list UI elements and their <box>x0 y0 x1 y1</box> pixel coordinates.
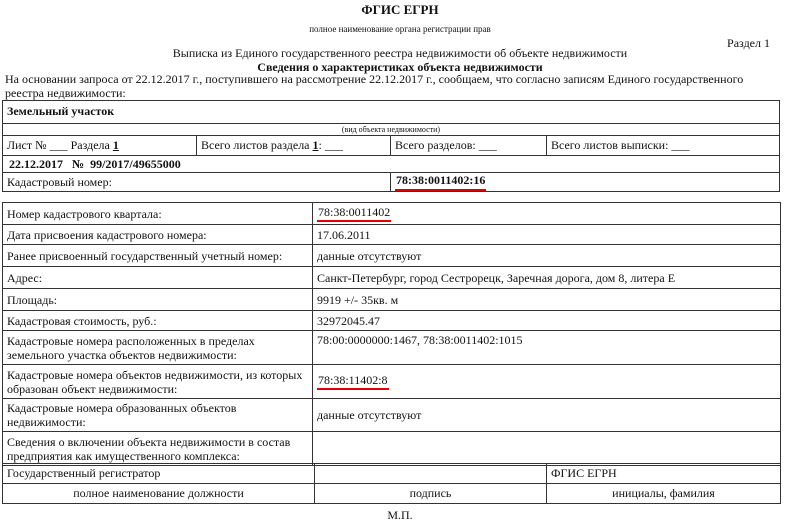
table-row <box>3 203 781 225</box>
signature-cell <box>315 464 547 484</box>
row-label: Номер кадастрового квартала: <box>3 203 313 225</box>
row-value: 32972045.47 <box>313 311 781 331</box>
position-caption: полное наименование должности <box>3 484 315 504</box>
row-value: 78:38:11402:8 <box>313 365 781 399</box>
table-row <box>3 289 781 311</box>
row-label: Кадастровая стоимость, руб.: <box>3 311 313 331</box>
basis-paragraph: На основании запроса от 22.12.2017 г., поступившего на рассмотрение 22.12.2017 г., сообщаем, что согласно записям Единого государственного реестра недвижимости: <box>5 72 744 100</box>
registrar-value: ФГИС ЕГРН <box>547 464 781 484</box>
table-row <box>3 331 781 365</box>
section-label: Раздел 1 <box>727 36 770 50</box>
row-label: Адрес: <box>3 267 313 289</box>
total-section-sheets: Всего листов раздела 1: ___ <box>201 138 343 152</box>
row-label: Кадастровые номера образованных объектов недвижимости: <box>3 399 313 432</box>
row-value <box>313 432 781 466</box>
row-value: 17.06.2011 <box>313 225 781 245</box>
row-value: данные отсутствуют <box>313 399 781 432</box>
row-label: Ранее присвоенный государственный учетный номер: <box>3 245 313 267</box>
table-row <box>3 432 781 466</box>
object-type-caption: (вид объекта недвижимости) <box>341 125 441 134</box>
extract-subheading: Сведения о характеристиках объекта недвижимости <box>257 60 543 74</box>
row-value: данные отсутствуют <box>313 245 781 267</box>
cadastral-number-value: 78:38:0011402:16 <box>395 173 486 191</box>
document-title: ФГИС ЕГРН <box>361 2 439 17</box>
signature-caption: подпись <box>315 484 547 504</box>
characteristics-table <box>2 202 781 466</box>
table-row <box>3 311 781 331</box>
sheet-number: Лист № ___ Раздела 1 <box>7 138 119 152</box>
table-row <box>3 484 781 504</box>
table-row <box>3 464 781 484</box>
table-row <box>3 365 781 399</box>
total-sections: Всего разделов: ___ <box>395 138 497 152</box>
row-value: Санкт-Петербург, город Сестрорецк, Заречная дорога, дом 8, литера Е <box>313 267 781 289</box>
row-label: Площадь: <box>3 289 313 311</box>
object-type: Земельный участок <box>7 104 115 118</box>
row-label: Сведения о включении объекта недвижимости в состав предприятия как имущественного комплекса: <box>3 432 313 466</box>
object-header-table <box>2 100 780 192</box>
row-value: 9919 +/- 35кв. м <box>313 289 781 311</box>
row-label: Кадастровые номера расположенных в пределах земельного участка объектов недвижимости: <box>3 331 313 365</box>
registrar-label: Государственный регистратор <box>3 464 315 484</box>
org-caption: полное наименование органа регистрации прав <box>309 24 491 34</box>
cadastral-number-label: Кадастровый номер: <box>7 175 112 189</box>
row-label: Дата присвоения кадастрового номера: <box>3 225 313 245</box>
extract-date-number: 22.12.2017 № 99/2017/49655000 <box>9 157 181 171</box>
signature-table <box>2 463 781 504</box>
extract-heading: Выписка из Единого государственного реестра недвижимости об объекте недвижимости <box>172 46 628 60</box>
row-label: Кадастровые номера объектов недвижимости, из которых образован объект недвижимости: <box>3 365 313 399</box>
name-caption: инициалы, фамилия <box>547 484 781 504</box>
table-row <box>3 245 781 267</box>
table-row <box>3 267 781 289</box>
table-row <box>3 399 781 432</box>
stamp-place: М.П. <box>387 508 413 522</box>
total-extract-sheets: Всего листов выписки: ___ <box>551 138 690 152</box>
row-value: 78:00:0000000:1467, 78:38:0011402:1015 <box>313 331 781 365</box>
row-value: 78:38:0011402 <box>313 203 781 225</box>
table-row <box>3 225 781 245</box>
